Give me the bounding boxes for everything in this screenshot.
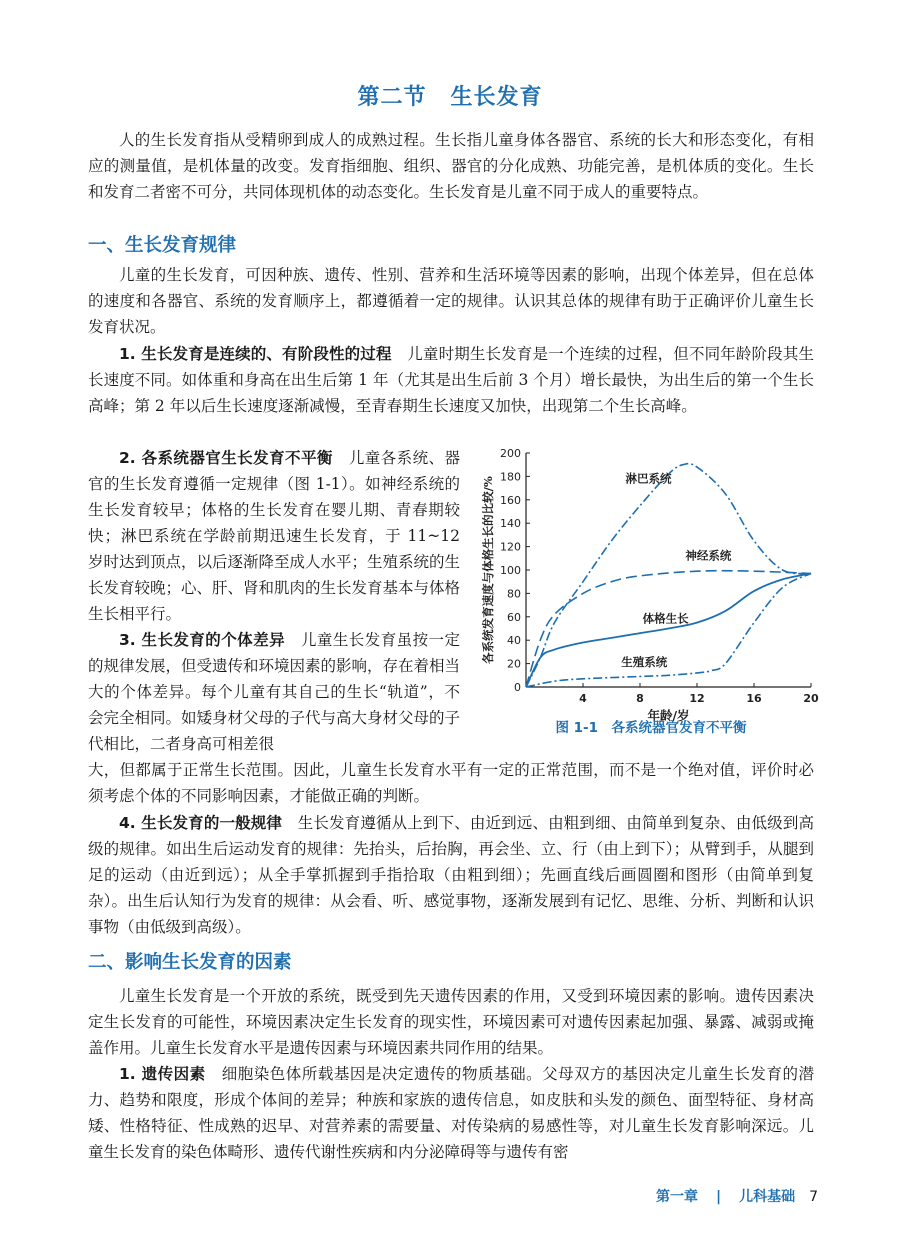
- item-title: 1. 遗传因素: [119, 1065, 206, 1083]
- y-axis-label: 各系统发育速度与体格生长的比较/%: [481, 476, 495, 664]
- series-label: 生殖系统: [621, 654, 668, 669]
- y-tick-label: 120: [500, 540, 521, 554]
- heading-influencing-factors: 二、影响生长发育的因素: [88, 952, 292, 973]
- series-line-淋巴系统: [526, 464, 811, 687]
- item-unbalanced-growth: [88, 445, 460, 627]
- item-individual-difference-cont: 大，但都属于正常生长范围。因此，儿童生长发育水平有一定的正常范围，而不是一个绝对值，评价时必须考虑个体的不同影响因素，才能做正确的判断。: [88, 761, 814, 805]
- x-axis-label: 年龄/岁: [647, 708, 690, 723]
- item-text: 儿童生长发育虽按一定的规律发展，但受遗传和环境因素的影响，存在着相当大的个体差异。每个儿童有其自己的生长“轨道”，不会完全相同。如矮身材父母的子代与高大身材父母的子代相比，二者身高可相差很: [88, 631, 461, 753]
- y-tick-label: 40: [507, 634, 521, 648]
- paragraph-influencing-factors: 儿童生长发育是一个开放的系统，既受到先天遗传因素的作用，又受到环境因素的影响。遗传因素决定生长发育的可能性，环境因素决定生长发育的现实性，环境因素可对遗传因素起加强、暴露、减弱或掩盖作用。儿童生长发育水平是遗传因素与环境因素共同作用的结果。: [88, 987, 814, 1057]
- series-label: 体格生长: [642, 611, 689, 626]
- x-tick-label: 4: [579, 692, 587, 705]
- section-number: 第二节: [357, 85, 427, 110]
- item-title: 3. 生长发育的个体差异: [119, 631, 286, 649]
- series-label: 神经系统: [685, 548, 732, 563]
- item-title: 4. 生长发育的一般规律: [119, 814, 283, 832]
- item-genetic-factors: [88, 1061, 814, 1165]
- item-title: 2. 各系统器官生长发育不平衡: [119, 449, 333, 467]
- x-tick-label: 8: [636, 692, 644, 705]
- item-individual-difference: [88, 627, 460, 757]
- y-tick-label: 60: [507, 610, 521, 624]
- heading-growth-rules: 一、生长发育规律: [88, 235, 237, 256]
- y-tick-label: 180: [500, 470, 521, 484]
- x-tick-label: 20: [803, 692, 819, 705]
- y-tick-label: 100: [500, 564, 521, 577]
- footer-title: 儿科基础: [739, 1189, 796, 1205]
- intro-paragraph: 人的生长发育指从受精卵到成人的成熟过程。生长指儿童身体各器官、系统的长大和形态变化，有相应的测量值，是机体量的改变。发育指细胞、组织、器官的分化成熟、功能完善，是机体质的变化。生长和发育二者密不可分，共同体现机体的动态变化。生长发育是儿童不同于成人的重要特点。: [88, 131, 814, 201]
- series-line-生殖系统: [526, 574, 811, 687]
- item-general-rules: [88, 810, 814, 940]
- item-text: 儿童各系统、器官的生长发育遵循一定规律（图 1-1）。如神经系统的生长发育较早；体格的生长发育在婴儿期、青春期较快；淋巴系统在学龄前期迅速生长发育，于 11~12 岁时达到顶点，以后逐渐降至成人水平；生殖系统的生长发育较晚；心、肝、肾和肌肉的生长发育基本与体格生长相平行。: [88, 449, 461, 623]
- footer-separator: |: [715, 1189, 722, 1205]
- page-footer: [656, 1186, 818, 1206]
- page-number: 7: [809, 1189, 818, 1205]
- section-title-text: 生长发育: [450, 85, 543, 110]
- y-tick-label: 80: [507, 587, 521, 601]
- y-tick-label: 20: [507, 657, 521, 671]
- y-tick-label: 0: [514, 681, 521, 694]
- page-title: [0, 80, 900, 111]
- x-tick-label: 12: [689, 692, 705, 705]
- series-line-体格生长: [526, 574, 811, 687]
- y-tick-label: 200: [500, 447, 521, 460]
- figure-caption: 图 1-1 各系统器官发育不平衡: [555, 720, 747, 736]
- item-continuous-process: [88, 341, 814, 419]
- footer-chapter: 第一章: [655, 1189, 698, 1205]
- y-tick-label: 140: [500, 517, 521, 531]
- item-text: 细胞染色体所载基因是决定遗传的物质基础。父母双方的基因决定儿童生长发育的潜力、趋势和限度，形成个体间的差异；种族和家族的遗传信息，如皮肤和头发的颜色、面型特征、身材高矮、性格特征、性成熟的迟早、对营养素的需要量、对传染病的易感性等，对儿童生长发育影响深远。儿童生长发育的染色体畸形、遗传代谢性疾病和内分泌障碍等与遗传有密: [88, 1065, 814, 1161]
- item-text: 生长发育遵循从上到下、由近到远、由粗到细、由简单到复杂、由低级到高级的规律。如出生后运动发育的规律：先抬头，后抬胸，再会坐、立、行（由上到下）；从臂到手，从腿到足的运动（由近到远）；从全手掌抓握到手指拾取（由粗到细）；先画直线后画圆圈和图形（由简单到复杂）。出生后认知行为发育的规律：从会看、听、感觉事物，逐渐发展到有记忆、思维、分析、判断和认识事物（由低级到高级）。: [88, 814, 814, 936]
- growth-chart: [476, 428, 826, 748]
- series-label: 淋巴系统: [625, 471, 672, 486]
- y-tick-label: 160: [500, 493, 521, 507]
- item-title: 1. 生长发育是连续的、有阶段性的过程: [119, 345, 392, 363]
- paragraph-growth-rules: 儿童的生长发育，可因种族、遗传、性别、营养和生活环境等因素的影响，出现个体差异，但在总体的速度和各器官、系统的发育顺序上，都遵循着一定的规律。认识其总体的规律有助于正确评价儿童生长发育状况。: [88, 266, 814, 336]
- item-text: 儿童时期生长发育是一个连续的过程，但不同年龄阶段其生长速度不同。如体重和身高在出生后第 1 年（尤其是出生后前 3 个月）增长最快，为出生后的第一个生长高峰；第 2 年以后生长速度逐渐减慢，至青春期生长速度又加快，出现第二个生长高峰。: [88, 345, 814, 415]
- x-tick-label: 16: [746, 692, 762, 705]
